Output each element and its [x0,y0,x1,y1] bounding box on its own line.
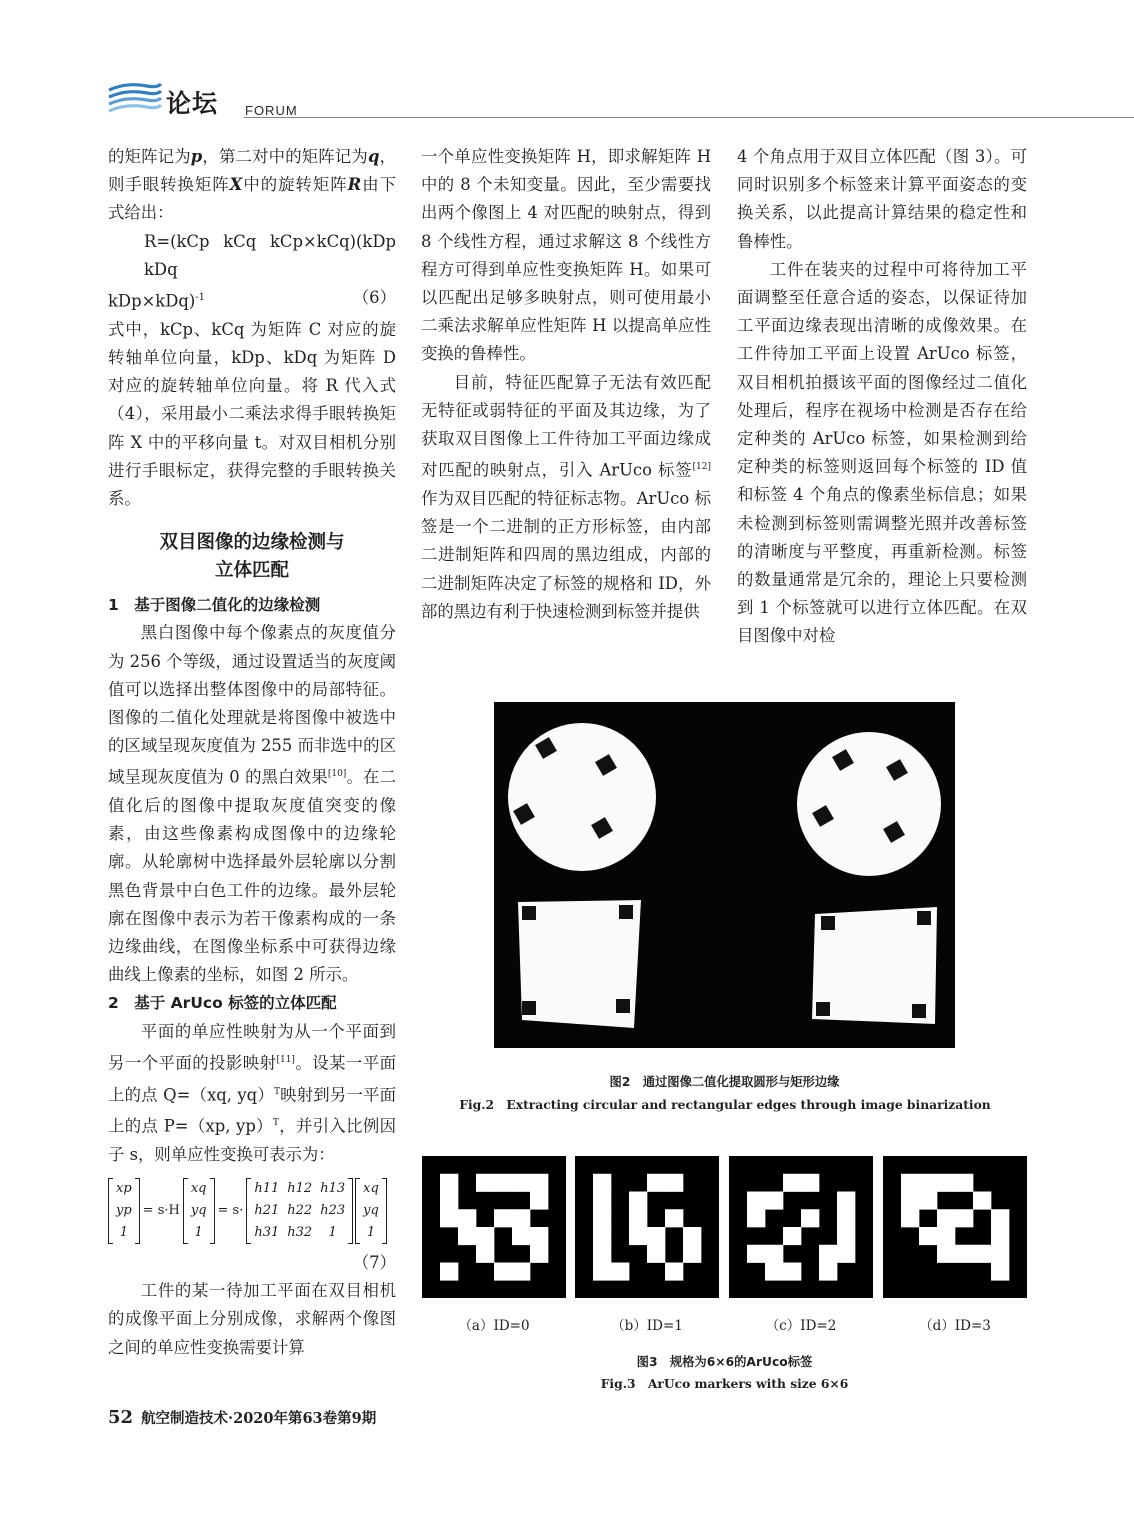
marker-bit [955,1174,973,1192]
marker-bit [476,1245,494,1263]
paragraph: 式中，kCp、kCq 为矩阵 C 对应的旋转轴单位向量，kDp、kDq 为矩阵 D 对应的旋转轴单位向量。将 R 代入式（4），采用最小二乘法求得手眼转换矩阵 X 中的平移向量 t。对双目相机分别进行手眼标定，获得完整的手眼转换关系。 [108,319,396,508]
column-1 [108,143,396,1362]
marker-bit [901,1174,919,1192]
marker-bit [819,1245,837,1263]
paragraph: 一个单应性变换矩阵 H，即求解矩阵 H 中的 8 个未知变量。因此，至少需要找出两个像图上 4 对匹配的映射点，得到 8 个线性方程，通过求解这 8 个线性方程方可得到单应性变换矩阵 H。如果可以匹配出足够多映射点，则可使用最小二乘法求解单应性矩阵 H 以提高单应性变换的鲁棒性。 [421,147,711,364]
paragraph: 平面的单应性映射为从一个平面到另一个平面的投影映射[11]。设某一平面上的点 Q=（xq, yq）$^T$映射到另一平面上的点 P=（xp, yp）$^T$，并引入比例因子 s，则单应性变换可表示为： [108,1021,397,1164]
marker-label: （b）ID=1 [611,1318,683,1334]
marker-label: （c）ID=2 [765,1318,837,1334]
column-2 [421,143,711,626]
marker-bit [530,1174,548,1192]
marker-bit [765,1245,783,1263]
marker-bit [512,1263,530,1281]
marker-bit [765,1263,783,1281]
aruco-marker-id-1 [575,1156,719,1298]
marker-bit [647,1227,665,1245]
marker-bit [991,1209,1009,1227]
marker-label: （d）ID=3 [919,1318,991,1334]
marker-bit [530,1245,548,1263]
marker-bit [530,1227,548,1245]
marker-bit [440,1192,458,1210]
marker-bit [901,1209,919,1227]
section-subtitle: FORUM [245,103,298,118]
marker-bit [919,1192,937,1210]
marker-bit [476,1174,494,1192]
figure-3-caption-en: Fig.3 ArUco markers with size 6×6 [600,1376,849,1391]
matrix-Q: xq yq 1 [183,1178,215,1244]
citation: [11] [276,1054,295,1065]
marker-bit [683,1245,701,1263]
marker-bit [629,1192,647,1210]
aruco-marker-id-0 [422,1156,566,1298]
marker-bit [593,1174,611,1192]
matrix-P: xp yp 1 [108,1178,140,1244]
forum-logo-icon [107,82,163,116]
marker-bit [512,1174,530,1192]
marker-bit [837,1245,855,1263]
marker-bit [937,1174,955,1192]
column-3 [737,143,1027,651]
marker-bit [783,1227,801,1245]
figure-2-caption-cn: 图2 通过图像二值化提取圆形与矩形边缘 [609,1075,840,1089]
matrix-H: h11 h12 h13 h21 h22 h23 h31 h32 1 [246,1178,353,1244]
marker-bit [919,1174,937,1192]
marker-bit [919,1227,937,1245]
header-rule [244,117,1134,118]
marker-bit [837,1227,855,1245]
paragraph: 工件在装夹的过程中可将待加工平面调整至任意合适的姿态，以保证待加工平面边缘表现出清晰的成像效果。在工件待加工平面上设置 ArUco 标签，双目相机拍摄该平面的图像经过二值化处理后，程序在视场中检测是否存在给定种类的 ArUco 标签，如果检测到给定种类的标签则返回每个标签的 ID 值和标签 4 个角点的像素坐标信息；如果未检测到标签则需调整光照并改善标签的清晰度与平整度，再重新检测。标签的数量通常是冗余的，理论上只要检测到 1 个标签就可以进行立体匹配。在双目图像中对检 [737,259,1027,646]
section-heading: 双目图像的边缘检测与 立体匹配 [159,532,345,582]
paragraph: 工件的某一待加工平面在双目相机的成像平面上分别成像，求解两个像图之间的单应性变换需要计算 [108,1281,396,1357]
marker-bit [973,1192,991,1210]
paragraph: 4 个角点用于双目立体匹配（图 3）。可同时识别多个标签来计算平面姿态的变换关系，以此提高计算结果的稳定性和鲁棒性。 [737,147,1027,251]
marker-bit [512,1209,530,1227]
marker-bit [440,1209,458,1227]
aruco-marker-id-3 [883,1156,1027,1298]
marker-bit [665,1263,683,1281]
marker-bit [819,1263,837,1281]
marker-bit [747,1245,765,1263]
marker-bit [494,1209,512,1227]
section-title: 论坛 [166,89,219,118]
paragraph: 的矩阵记为p，第二对中的矩阵记为q，则手眼转换矩阵X中的旋转矩阵R由下式给出： [108,147,397,223]
marker-bit [440,1263,458,1281]
figure-2-caption-en: Fig.2 Extracting circular and rectangular edges through image binarization [459,1097,991,1112]
citation: [12] [692,462,711,473]
marker-bit [783,1263,801,1281]
subsection-heading-2: 2 基于 ArUco 标签的立体匹配 [108,994,337,1013]
marker-bit [991,1227,1009,1245]
marker-bit [991,1245,1009,1263]
marker-bit [440,1174,458,1192]
marker-bit [801,1174,819,1192]
marker-bit [593,1209,611,1227]
paragraph: 目前，特征匹配算子无法有效匹配无特征或弱特征的平面及其边缘，为了获取双目图像上工件待加工平面边缘成对匹配的映射点，引入 ArUco 标签[12]作为双目匹配的特征标志物。ArUco 标签是一个二进制的正方形标签，由内部二进制矩阵和四周的黑边组成，内部的二进制矩阵决定了标签的规格和 ID，外部的黑边有利于快速检测到标签并提供 [421,372,711,621]
marker-bit [765,1192,783,1210]
figure-2-binarized-image [494,702,955,1048]
marker-bit [991,1263,1009,1281]
citation: [10] [327,769,347,780]
marker-bit [783,1174,801,1192]
marker-bit [665,1174,683,1192]
marker-bit [837,1192,855,1210]
marker-bit [593,1263,611,1281]
matrix-Q-2: xq yq 1 [355,1178,387,1244]
binarized-workpieces-photo [494,702,955,1048]
paragraph: 黑白图像中每个像素点的灰度值分为 256 个等级，通过设置适当的灰度阈值可以选择出整体图像中的局部特征。图像的二值化处理就是将图像中被选中的区域呈现灰度值为 255 而非选中的区域呈现灰度值为 0 的黑白效果[10]。在二值化后的图像中提取灰度值突变的像素，由这些像素构成图像中的边缘轮廓。从轮廓树中选择最外层轮廓以分割黑色背景中白色工件的边缘。最外层轮廓在图像中表示为若干像素构成的一条边缘曲线，在图像坐标系中可获得边缘曲线上像素的坐标，如图 2 所示。 [108,623,396,985]
marker-bit [647,1174,665,1192]
marker-bit [629,1209,647,1227]
marker-label: （a）ID=0 [458,1318,530,1334]
page-footer [108,1407,376,1428]
marker-bit [937,1227,955,1245]
marker-bit [458,1227,476,1245]
marker-bit [593,1227,611,1245]
marker-bit [955,1245,973,1263]
equation-6-line-2: kDp×kDq)$^{-1}$ （6） [108,284,396,316]
marker-bit [747,1192,765,1210]
marker-bit [955,1209,973,1227]
equation-7-number: （7） [352,1253,396,1273]
journal-info: 航空制造技术·2020年第63卷第9期 [141,1410,377,1427]
marker-bit [747,1209,765,1227]
marker-bit [494,1263,512,1281]
marker-bit [937,1245,955,1263]
marker-bit [494,1174,512,1192]
aruco-marker-id-2 [729,1156,873,1298]
equation-6-line-1: R=(kCp kCq kCp×kCq)(kDp kDq [144,231,396,279]
marker-bit [476,1227,494,1245]
figure-3-caption-cn: 图3 规格为6×6的ArUco标签 [636,1355,813,1369]
marker-bit [458,1209,476,1227]
marker-bit [801,1209,819,1227]
page-number: 52 [108,1407,134,1428]
equation-7: xp yp 1 = s·H xq yq 1 = s· h11 h12 h13 h21 h22 h23 h31 h32 1 xq yq 1 [108,1173,396,1249]
marker-bit [937,1209,955,1227]
marker-bit [593,1192,611,1210]
marker-bit [901,1192,919,1210]
marker-bit [629,1227,647,1245]
marker-bit [530,1192,548,1210]
marker-bit [647,1245,665,1263]
marker-bit [665,1209,683,1227]
marker-bit [512,1227,530,1245]
marker-bit [611,1263,629,1281]
equation-6-number: （6） [352,288,396,308]
marker-bit [593,1245,611,1263]
marker-bit [837,1209,855,1227]
marker-bit [973,1245,991,1263]
marker-bit [683,1227,701,1245]
subsection-heading-1: 1 基于图像二值化的边缘检测 [108,596,321,615]
